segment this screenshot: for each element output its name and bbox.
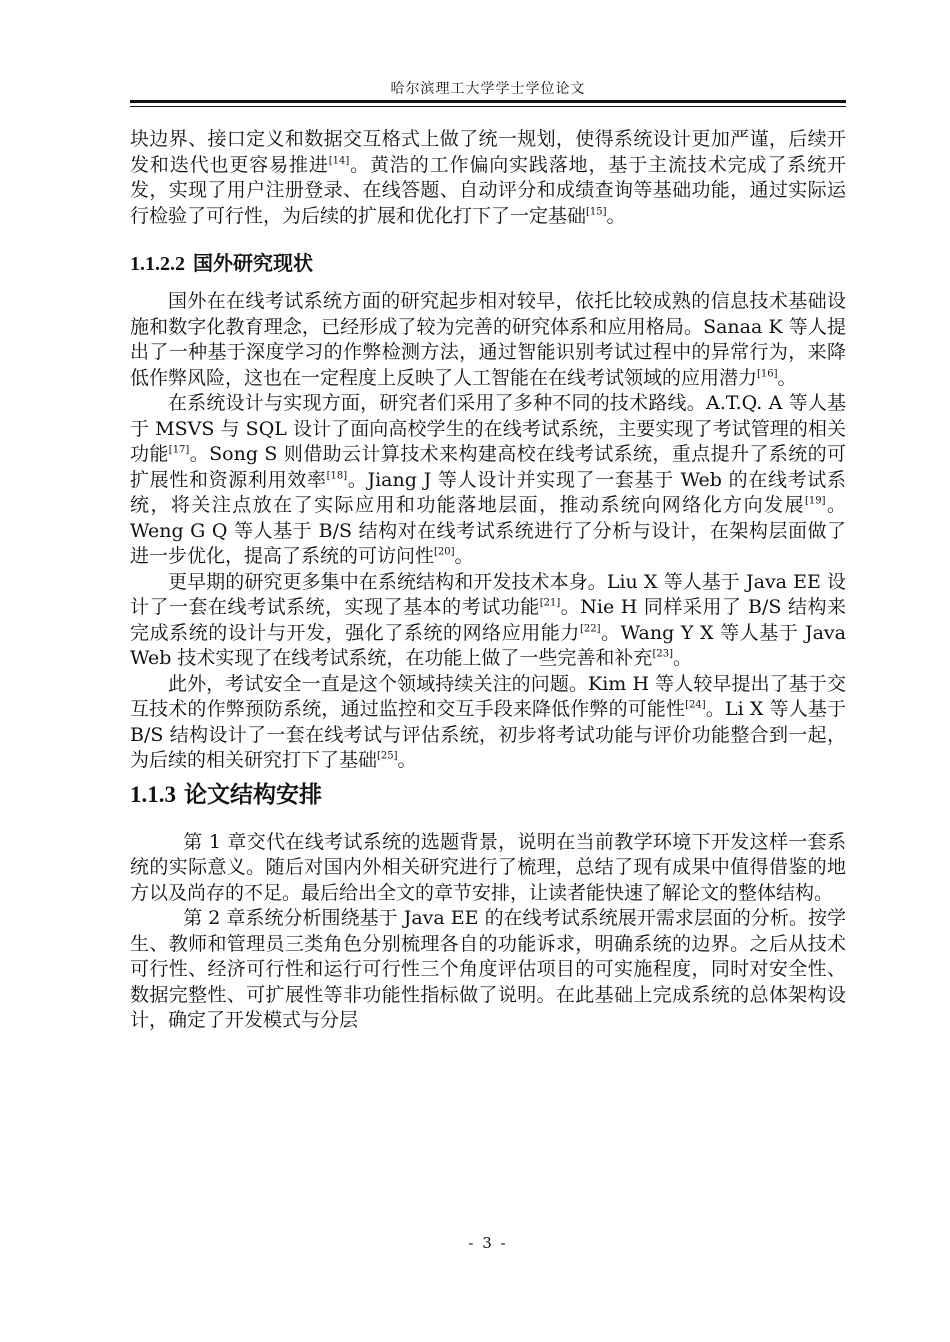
paragraph-system-design: 在系统设计与实现方面，研究者们采用了多种不同的技术路线。A.T.Q. A 等人基于 MSVS 与 SQL 设计了面向高校学生的在线考试系统，主要实现了考试管理的相关功能[17]。Song S 则借助云计算技术来构建高校在线考试系统，重点提升了系统的可扩展性和资源利用效率[18]。Jiang J 等人设计并实现了一套基于 Web 的在线考试系统，将关注点放在了实际应用和功能落地层面，推动系统向网络化方向发展[19]。Weng G Q 等人基于 B/S 结构对在线考试系统进行了分析与设计，在架构层面做了进一步优化，提高了系统的可访问性[20]。 <box>130 392 846 567</box>
section-title: 国外研究现状 <box>193 253 313 275</box>
paragraph-early-research: 更早期的研究更多集中在系统结构和开发技术本身。Liu X 等人基于 Java EE 设计了一套在线考试系统，实现了基本的考试功能[21]。Nie H 同样采用了 B/S 结构来完成系统的设计与开发，强化了系统的网络应用能力[22]。Wang Y X 等人基于 Java Web 技术实现了在线考试系统，在功能上做了一些完善和补充[23]。 <box>130 570 846 669</box>
citation-ref: [14] <box>328 155 350 167</box>
page-body <box>130 127 846 1034</box>
citation-ref: [18] <box>326 470 348 482</box>
paragraph-foreign-research: 国外在在线考试系统方面的研究起步相对较早，依托比较成熟的信息技术基础设施和数字化教育理念，已经形成了较为完善的研究体系和应用格局。Sanaa K 等人提出了一种基于深度学习的作弊检测方法，通过智能识别考试过程中的异常行为，来降低作弊风险，这也在一定程度上反映了人工智能在在线考试领域的应用潜力[16]。 <box>130 290 846 389</box>
page-header: 哈尔滨理工大学学士学位论文 <box>390 81 586 97</box>
citation-ref: [21] <box>539 597 561 609</box>
citation-ref: [22] <box>579 623 601 635</box>
section-heading-1122 <box>130 251 846 277</box>
section-title: 论文结构安排 <box>184 781 322 807</box>
citation-ref: [20] <box>434 546 455 558</box>
citation-ref: [25] <box>377 750 398 762</box>
citation-ref: [23] <box>652 648 673 660</box>
paragraph-chapter1: 第 1 章交代在线考试系统的选题背景，说明在当前教学环境下开发这样一套系统的实际意义。随后对国内外相关研究进行了梳理，总结了现有成果中值得借鉴的地方以及尚存的不足。最后给出全文的章节安排，让读者能快速了解论文的整体结构。 <box>130 830 846 904</box>
citation-ref: [24] <box>685 699 706 711</box>
citation-ref: [15] <box>586 206 607 218</box>
citation-ref: [17] <box>168 444 190 456</box>
section-number: 1.1.3 <box>130 781 176 807</box>
citation-ref: [16] <box>757 368 778 380</box>
section-number: 1.1.2.2 <box>130 253 185 275</box>
paragraph-exam-security: 此外，考试安全一直是这个领域持续关注的问题。Kim H 等人较早提出了基于交互技术的作弊预防系统，通过监控和交互手段来降低作弊的可能性[24]。Li X 等人基于 B/S 结构设计了一套在线考试与评估系统，初步将考试功能与评价功能整合到一起，为后续的相关研究打下了基础[25]。 <box>130 672 846 771</box>
page-number: - 3 - <box>468 1234 508 1252</box>
header-rule-thick <box>130 100 846 103</box>
header-rule-thin <box>130 106 846 107</box>
citation-ref: [19] <box>805 495 826 507</box>
paragraph-chapter2: 第 2 章系统分析围绕基于 Java EE 的在线考试系统展开需求层面的分析。按学生、教师和管理员三类角色分别梳理各自的功能诉求，明确系统的边界。之后从技术可行性、经济可行性和运行可行性三个角度评估项目的可实施程度，同时对安全性、数据完整性、可扩展性等非功能性指标做了说明。在此基础上完成系统的总体架构设计，确定了开发模式与分层 <box>130 907 846 1031</box>
section-heading-113 <box>130 780 846 810</box>
paragraph-continued: 块边界、接口定义和数据交互格式上做了统一规划，使得系统设计更加严谨，后续开发和迭代也更容易推进[14]。黄浩的工作偏向实践落地，基于主流技术完成了系统开发，实现了用户注册登录、在线答题、自动评分和成绩查询等基础功能，通过实际运行检验了可行性，为后续的扩展和优化打下了一定基础[15]。 <box>130 128 846 227</box>
